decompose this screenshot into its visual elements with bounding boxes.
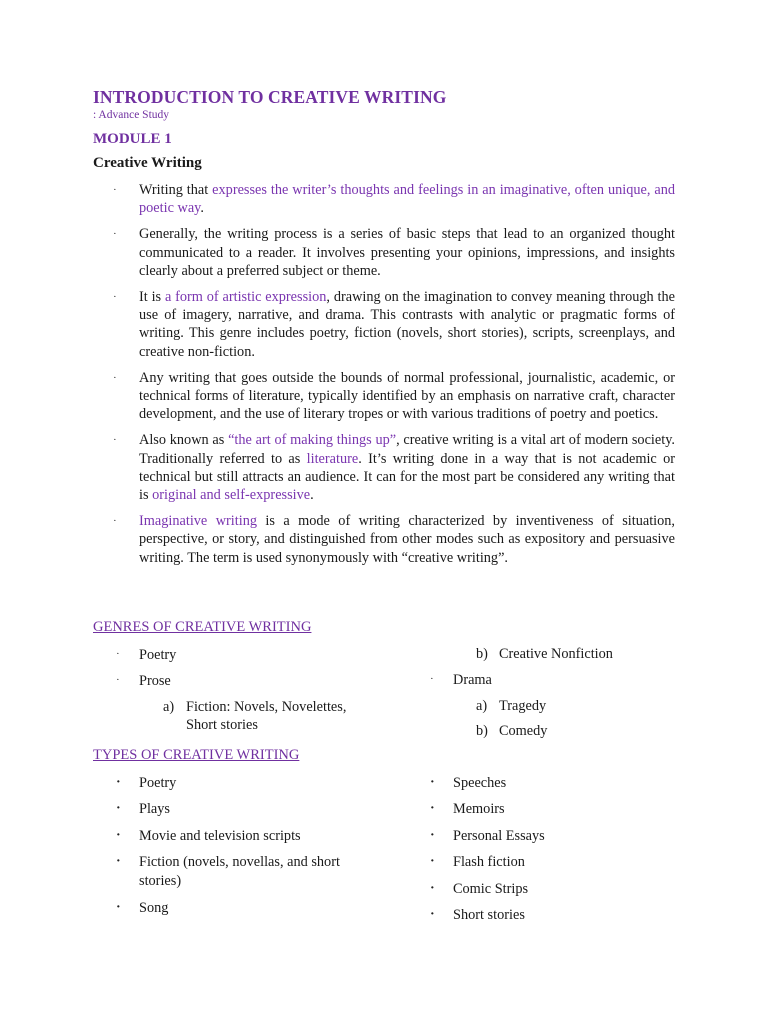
bullet-item (93, 225, 675, 280)
bullet-list (93, 181, 675, 575)
type-item: Short stories (453, 907, 525, 923)
bullet-text (139, 226, 675, 278)
body-text: It is (139, 289, 165, 306)
body-text: Also known as (139, 432, 229, 449)
bullet-dot: · (430, 907, 435, 922)
document-title: INTRODUCTION TO CREATIVE WRITING (93, 87, 447, 107)
highlighted-text: Imaginative writing (139, 513, 257, 530)
type-item: Flash fiction (453, 854, 525, 870)
bullet-dot: · (430, 828, 435, 843)
body-text: . (310, 487, 314, 504)
bullet-item (93, 369, 675, 424)
bullet-marker: · (113, 434, 117, 447)
highlighted-text: original and self-expressive (152, 487, 311, 504)
bullet-marker: · (113, 184, 117, 196)
body-text: . It’s writing done in a way that is not academic or technical but still attracts an audience. It can for the most part be considered any writing that is (139, 450, 675, 504)
genre-prose: Prose (139, 673, 171, 689)
bullet-text (139, 289, 675, 360)
sub-marker: a) (163, 699, 175, 715)
highlighted-text: a form of artistic expression (164, 289, 327, 306)
body-text: , creative writing is a vital art of modern society. Traditionally referred to as (139, 432, 676, 467)
bullet-text (139, 182, 675, 216)
type-item: Poetry (139, 775, 177, 791)
bullet-dot: · (430, 801, 435, 816)
type-item: Movie and television scripts (139, 828, 301, 844)
genre-drama-comedy: Comedy (499, 723, 548, 739)
bullet-item (93, 431, 675, 504)
bullet-dot: · (430, 854, 435, 869)
body-text: , drawing on the imagination to convey meaning through the use of imagery, narrative, and drama. This contrasts with analytic or pragmatic forms of writing. This genre includes poetry, fiction (novels, short stories), scripts, screenplays, and creative non-fiction. (139, 289, 675, 360)
bullet-dot: · (430, 881, 435, 896)
type-item: Song (139, 900, 169, 916)
type-item: Speeches (453, 775, 507, 791)
bullet-marker: · (113, 371, 117, 384)
genre-prose-fiction-cont: Short stories (186, 717, 258, 733)
genre-drama-tragedy: Tragedy (499, 698, 547, 714)
type-item: Comic Strips (453, 881, 529, 897)
highlighted-text: expresses the writer’s thoughts and feelings in an imaginative, often unique, and poetic way (139, 182, 676, 217)
type-item: Fiction (novels, novellas, and short (139, 854, 340, 870)
highlighted-text: literature (306, 450, 359, 467)
bullet-text (139, 370, 675, 422)
genre-prose-fiction: Fiction: Novels, Novelettes, (186, 699, 347, 715)
genre-drama: Drama (453, 672, 492, 688)
document-subtitle: : Advance Study (93, 109, 170, 121)
bullet-dot: · (116, 828, 121, 843)
bullet-marker: · (430, 673, 434, 685)
type-item: Memoirs (453, 801, 505, 817)
bullet-dot: · (116, 801, 121, 816)
bullet-dot: · (116, 775, 121, 790)
bullet-marker: · (116, 674, 120, 686)
body-text: . (200, 200, 204, 217)
type-item: Plays (139, 801, 170, 817)
body-text: Generally, the writing process is a series of basic steps that lead to an organized thought communicated to a reader. It involves presenting your opinions, impressions, and insights clearly about a preferred subject or theme. (139, 226, 675, 279)
type-item-cont: stories) (139, 873, 182, 889)
bullet-marker: · (116, 648, 120, 660)
sub-marker: a) (476, 698, 488, 714)
section-heading: Creative Writing (93, 155, 202, 171)
genre-prose-nonfiction: Creative Nonfiction (499, 646, 613, 662)
bullet-text (139, 432, 675, 503)
body-text: Any writing that goes outside the bounds of normal professional, journalistic, academic, or technical forms of literature, typically identified by an emphasis on narrative craft, character development, and the use of literary tropes or with various traditions of poetry and poetics. (139, 369, 675, 423)
bullet-text (139, 513, 675, 565)
sub-marker: b) (476, 723, 488, 739)
types-heading: TYPES OF CREATIVE WRITING (93, 747, 300, 763)
bullet-item (93, 288, 675, 361)
bullet-item (93, 181, 675, 217)
bullet-marker: · (113, 515, 117, 528)
module-heading: MODULE 1 (93, 131, 172, 147)
bullet-dot: · (116, 900, 121, 915)
bullet-dot: · (116, 854, 121, 869)
genre-poetry: Poetry (139, 647, 177, 663)
body-text: is a mode of writing characterized by inventiveness of situation, perspective, or story, and distinguished from other modes such as expository and persuasive writing. The term is used synonymously with “creative writing”. (139, 513, 676, 566)
bullet-marker: · (113, 228, 117, 241)
type-item: Personal Essays (453, 828, 545, 844)
highlighted-text: “the art of making things up” (228, 432, 397, 449)
sub-marker: b) (476, 646, 488, 662)
bullet-dot: · (430, 775, 435, 790)
genres-heading: GENRES OF CREATIVE WRITING (93, 619, 312, 635)
bullet-item (93, 512, 675, 567)
body-text: Writing that (139, 182, 213, 198)
bullet-marker: · (113, 291, 117, 304)
